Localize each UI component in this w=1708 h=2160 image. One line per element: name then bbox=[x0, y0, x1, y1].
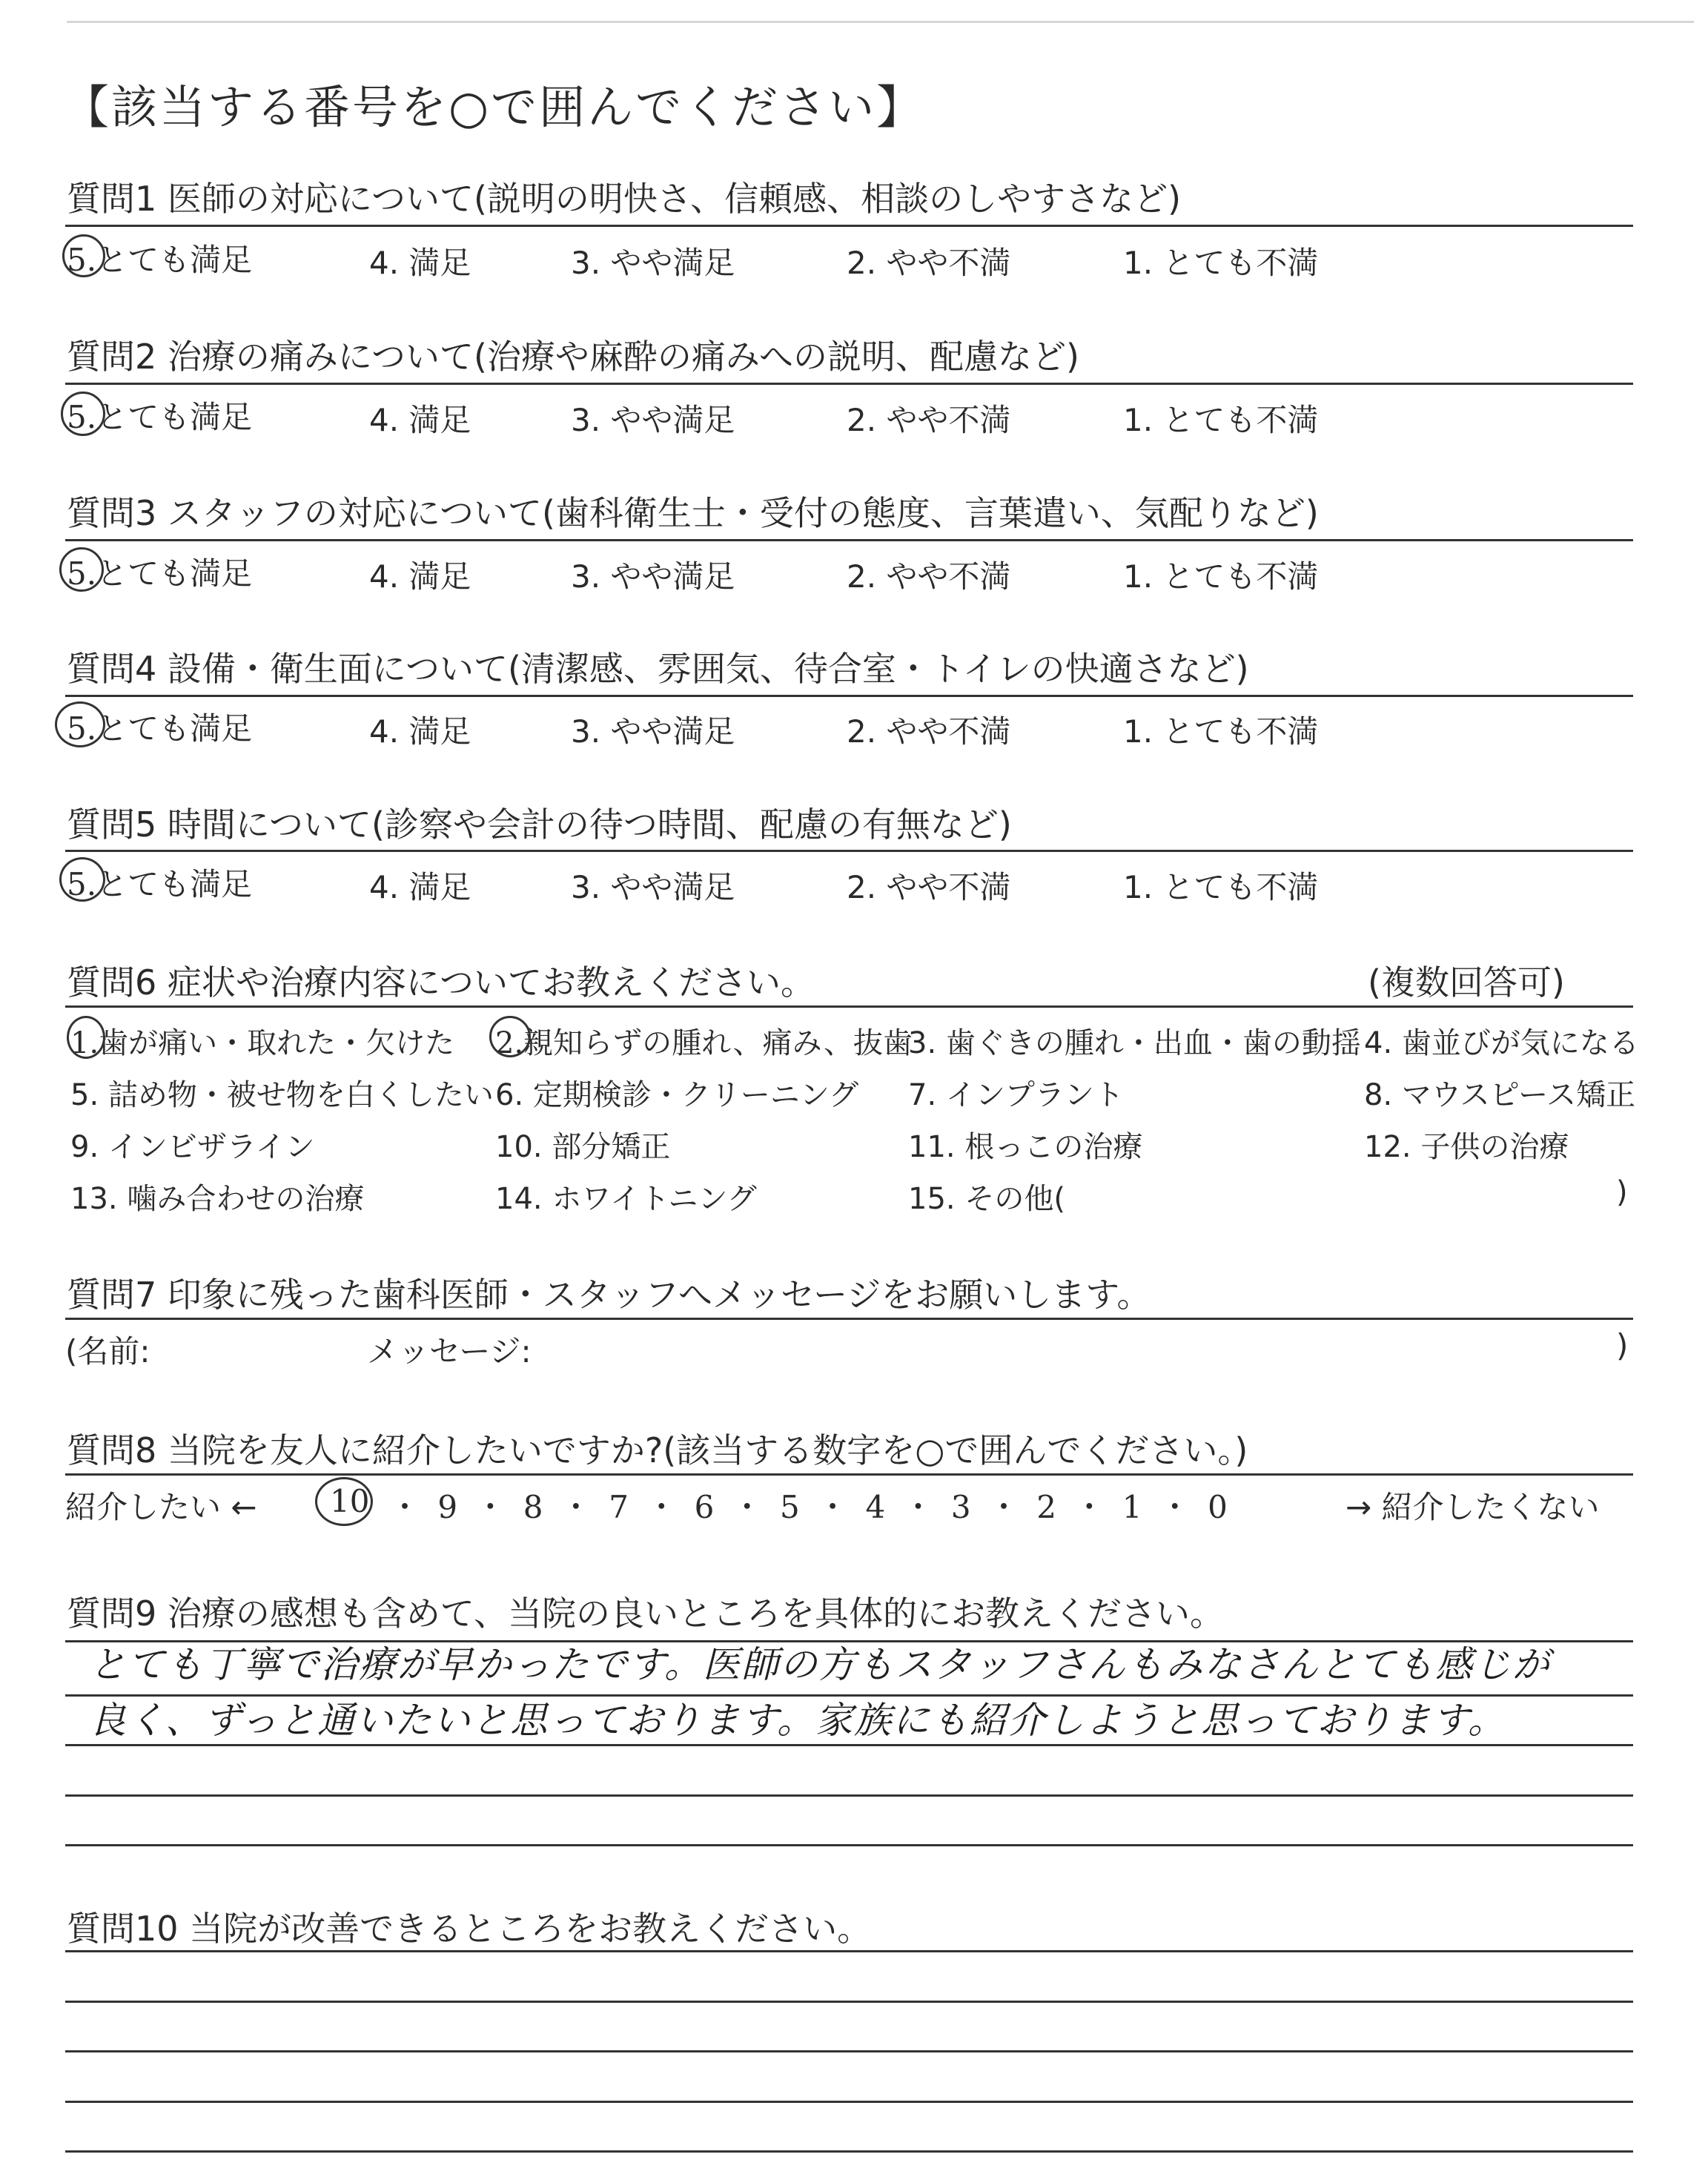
q4-option-5-number: 5. bbox=[67, 710, 97, 747]
q7-close: ) bbox=[1616, 1327, 1629, 1364]
q1-option-4[interactable]: 4. 満足 bbox=[369, 245, 471, 281]
q5-option-1[interactable]: 1. とても不満 bbox=[1123, 869, 1319, 905]
q3-option-5-number: 5. bbox=[67, 555, 97, 592]
q8-scale[interactable]: ・ 9 ・ 8 ・ 7 ・ 6 ・ 5 ・ 4 ・ 3 ・ 2 ・ 1 ・ 0 bbox=[389, 1489, 1231, 1525]
q6-option-2-label: 親知らずの腫れ、痛み、抜歯 bbox=[523, 1026, 913, 1060]
q5-option-5-number: 5. bbox=[67, 866, 97, 902]
q8-selected-circle bbox=[315, 1477, 373, 1526]
q2-option-4[interactable]: 4. 満足 bbox=[369, 402, 471, 438]
question-10-rule-2 bbox=[65, 2001, 1633, 2003]
q4-option-1[interactable]: 1. とても不満 bbox=[1123, 713, 1319, 750]
q1-option-2[interactable]: 2. やや不満 bbox=[847, 245, 1011, 281]
question-3-rule bbox=[65, 539, 1633, 541]
question-2-rule bbox=[65, 383, 1633, 385]
q4-option-4[interactable]: 4. 満足 bbox=[369, 713, 471, 750]
q6-option-11[interactable]: 11. 根っこの治療 bbox=[908, 1130, 1143, 1164]
question-4-title: 質問4 設備・衛生面について(清潔感、雰囲気、待合室・トイレの快適さなど) bbox=[67, 649, 1249, 689]
q3-option-4[interactable]: 4. 満足 bbox=[369, 558, 471, 595]
q4-option-3[interactable]: 3. やや満足 bbox=[571, 713, 735, 750]
page-top-edge bbox=[67, 21, 1694, 23]
q2-selected-circle bbox=[61, 392, 105, 436]
q7-message-label: メッセージ: bbox=[367, 1333, 532, 1370]
q9-handwritten-line-2: 良く、ずっと通いたいと思っております。家族にも紹介しようと思っております。 bbox=[89, 1699, 1506, 1742]
q7-name-label: (名前: bbox=[65, 1333, 150, 1370]
q3-option-3[interactable]: 3. やや満足 bbox=[571, 558, 735, 595]
q2-option-3[interactable]: 3. やや満足 bbox=[571, 402, 735, 438]
q6-option-12[interactable]: 12. 子供の治療 bbox=[1364, 1130, 1569, 1164]
q5-option-3[interactable]: 3. やや満足 bbox=[571, 869, 735, 905]
q6-option-1-number: 1. bbox=[70, 1026, 99, 1060]
q6-option-6[interactable]: 6. 定期検診・クリーニング bbox=[495, 1078, 859, 1112]
q4-selected-circle bbox=[55, 701, 105, 747]
question-8-title: 質問8 当院を友人に紹介したいですか?(該当する数字を○で囲んでください。) bbox=[67, 1430, 1248, 1470]
q5-option-4[interactable]: 4. 満足 bbox=[369, 869, 471, 905]
q2-option-1[interactable]: 1. とても不満 bbox=[1123, 402, 1319, 438]
q1-option-1[interactable]: 1. とても不満 bbox=[1123, 245, 1319, 281]
q3-option-1[interactable]: 1. とても不満 bbox=[1123, 558, 1319, 595]
q4-option-5-label: とても満足 bbox=[96, 710, 253, 747]
q6-option-7[interactable]: 7. インプラント bbox=[908, 1078, 1124, 1112]
q5-selected-circle bbox=[59, 857, 105, 902]
question-3-title: 質問3 スタッフの対応について(歯科衛生士・受付の態度、言葉遣い、気配りなど) bbox=[67, 493, 1319, 533]
q6-option-1[interactable] bbox=[70, 1020, 454, 1062]
q3-option-5-label: とても満足 bbox=[96, 555, 253, 592]
q6-option-1-label: 歯が痛い・取れた・欠けた bbox=[99, 1026, 455, 1060]
q6-option-3[interactable]: 3. 歯ぐきの腫れ・出血・歯の動揺 bbox=[908, 1026, 1361, 1060]
q5-option-5-label: とても満足 bbox=[96, 866, 253, 902]
q8-right-label: → 紹介したくない bbox=[1345, 1489, 1600, 1525]
q6-option-13[interactable]: 13. 噛み合わせの治療 bbox=[70, 1182, 365, 1216]
question-9-rule-3 bbox=[65, 1744, 1633, 1746]
question-7-rule bbox=[65, 1318, 1633, 1320]
q6-option-2[interactable] bbox=[495, 1020, 913, 1062]
q6-option-14[interactable]: 14. ホワイトニング bbox=[495, 1182, 757, 1216]
q1-option-5-label: とても満足 bbox=[96, 242, 253, 278]
question-5-rule bbox=[65, 850, 1633, 852]
q3-option-2[interactable]: 2. やや不満 bbox=[847, 558, 1011, 595]
question-10-rule-5 bbox=[65, 2150, 1633, 2153]
question-10-rule-1 bbox=[65, 1950, 1633, 1952]
q1-selected-circle bbox=[62, 234, 105, 277]
question-8-rule bbox=[65, 1473, 1633, 1476]
question-6-rule bbox=[65, 1005, 1633, 1008]
q8-left-label: 紹介したい ← bbox=[65, 1489, 257, 1525]
q1-option-5-number: 5. bbox=[67, 242, 97, 278]
question-9-rule-5 bbox=[65, 1844, 1633, 1846]
q1-option-3[interactable]: 3. やや満足 bbox=[571, 245, 735, 281]
q6-option-5[interactable]: 5. 詰め物・被せ物を白くしたい bbox=[70, 1078, 494, 1112]
question-1-title: 質問1 医師の対応について(説明の明快さ、信頼感、相談のしやすさなど) bbox=[67, 179, 1182, 219]
q6-option-8[interactable]: 8. マウスピース矯正 bbox=[1364, 1078, 1636, 1112]
q6-option-2-number: 2. bbox=[495, 1026, 524, 1060]
question-10-rule-4 bbox=[65, 2101, 1633, 2103]
q2-option-5-number: 5. bbox=[67, 399, 97, 435]
q6-option-10[interactable]: 10. 部分矯正 bbox=[495, 1130, 671, 1164]
q9-handwritten-line-1: とても丁寧で治療が早かったです。医師の方もスタッフさんもみなさんとても感じが bbox=[89, 1643, 1551, 1686]
question-9-rule-4 bbox=[65, 1794, 1633, 1797]
question-5-title: 質問5 時間について(診察や会計の待つ時間、配慮の有無など) bbox=[67, 805, 1012, 845]
question-1-rule bbox=[65, 225, 1633, 227]
q6-option-9[interactable]: 9. インビザライン bbox=[70, 1130, 315, 1164]
q3-selected-circle bbox=[59, 547, 104, 592]
q6-option-4[interactable]: 4. 歯並びが気になる bbox=[1364, 1026, 1639, 1060]
question-6-title: 質問6 症状や治療内容についてお教えください。 bbox=[67, 962, 815, 1003]
q8-option-10[interactable]: 10 bbox=[330, 1483, 370, 1519]
q2-option-5-label: とても満足 bbox=[96, 399, 253, 435]
q6-option-1-circle bbox=[67, 1016, 105, 1059]
question-6-note: (複数回答可) bbox=[1368, 962, 1565, 1003]
question-10-title: 質問10 当院が改善できるところをお教えください。 bbox=[67, 1909, 872, 1949]
q2-option-2[interactable]: 2. やや不満 bbox=[847, 402, 1011, 438]
question-7-title: 質問7 印象に残った歯科医師・スタッフへメッセージをお願いします。 bbox=[67, 1275, 1151, 1315]
q5-option-2[interactable]: 2. やや不満 bbox=[847, 869, 1011, 905]
q6-option-15-close: ) bbox=[1616, 1175, 1628, 1209]
q6-option-15[interactable]: 15. その他( bbox=[908, 1182, 1065, 1216]
q4-option-2[interactable]: 2. やや不満 bbox=[847, 713, 1011, 750]
question-10-rule-3 bbox=[65, 2050, 1633, 2052]
question-9-title: 質問9 治療の感想も含めて、当院の良いところを具体的にお教えください。 bbox=[67, 1593, 1224, 1634]
page-heading: 【該当する番号を○で囲んでください】 bbox=[63, 80, 925, 134]
question-4-rule bbox=[65, 695, 1633, 697]
question-2-title: 質問2 治療の痛みについて(治療や麻酔の痛みへの説明、配慮など) bbox=[67, 337, 1079, 377]
q6-option-2-circle bbox=[489, 1016, 531, 1057]
